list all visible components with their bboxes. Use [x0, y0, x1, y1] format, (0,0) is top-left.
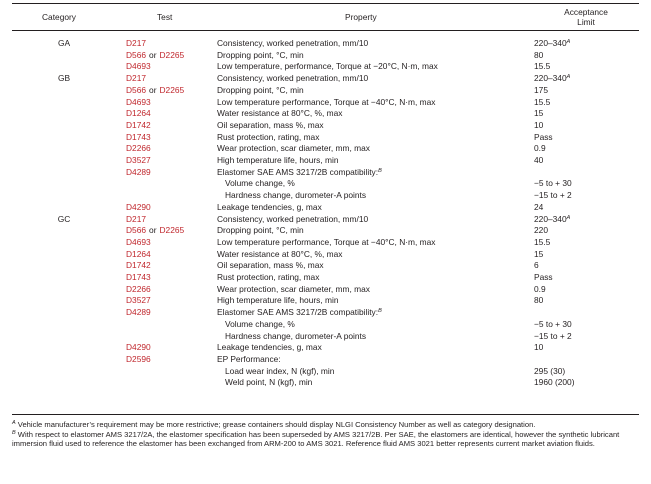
acceptance-limit-cell: [534, 132, 553, 143]
property-text: Oil separation, mass %, max: [217, 119, 324, 130]
test-cell: [126, 249, 151, 260]
table-row: [0, 143, 651, 154]
table-row: [0, 73, 651, 84]
limit-value: 220–340: [534, 73, 567, 84]
test-cell: [126, 120, 151, 131]
acceptance-limit-cell: [534, 38, 570, 49]
acceptance-limit-cell: [534, 284, 546, 295]
footnotes: [12, 420, 632, 449]
property-text: Low temperature performance, Torque at −40°C, N·m, max: [217, 96, 436, 107]
test-cell: [126, 225, 184, 236]
table-row: [0, 108, 651, 119]
acceptance-limit-cell: [534, 260, 539, 271]
acceptance-limit-cell: [534, 366, 565, 377]
header-bottom-rule: [12, 30, 639, 31]
property-text: Consistency, worked penetration, mm/10: [217, 38, 369, 48]
limit-value: 1960 (200): [534, 377, 575, 388]
table-row: [0, 61, 651, 72]
table-row: [0, 50, 651, 61]
category-cell: GA: [57, 38, 71, 48]
property-cell: [217, 249, 342, 260]
property-text: Dropping point, °C, min: [217, 84, 304, 95]
test-cell: [126, 237, 151, 248]
test-method-code: D2265: [159, 84, 185, 95]
test-method-code: D3527: [126, 155, 151, 165]
limit-value: −15 to + 2: [534, 330, 572, 341]
property-cell: [217, 155, 339, 166]
property-text: Wear protection, scar diameter, mm, max: [217, 283, 370, 294]
limit-value: 80: [534, 49, 544, 60]
acceptance-limit-cell: [534, 73, 570, 84]
table-row: [0, 319, 651, 330]
test-or-text: or: [149, 225, 157, 236]
acceptance-limit-cell: [534, 225, 548, 236]
limit-value: 15: [534, 108, 544, 119]
test-method-code: D4290: [126, 342, 151, 353]
property-text: Low temperature performance, Torque at −40°C, N·m, max: [217, 236, 436, 247]
property-text: Weld point, N (kgf), min: [225, 377, 313, 388]
property-cell: [217, 225, 304, 236]
test-cell: [126, 50, 184, 61]
limit-value: −5 to + 30: [534, 178, 572, 189]
table-row: [0, 85, 651, 96]
test-method-code: D1743: [126, 272, 151, 282]
property-cell: [217, 61, 438, 72]
property-text: Rust protection, rating, max: [217, 131, 320, 142]
test-cell: [126, 85, 184, 96]
test-cell: [126, 295, 151, 306]
property-cell: [217, 342, 322, 353]
test-method-code: D566: [126, 84, 147, 95]
test-method-code: D4289: [126, 166, 151, 177]
property-cell: [217, 307, 382, 318]
property-text: Consistency, worked penetration, mm/10: [217, 213, 369, 224]
footnote-b-text: With respect to elastomer AMS 3217/2A, the elastomer specification has been superseded by AMS 3217/2B. Per SAE, the elastomers are identical, however the synthetic lubricant immersion fluid used to reference the elastomer has been exchanged from ARM-200 to AMS 3021. Reference fluid AMS 3021 better represents current market aviation fluids.: [12, 429, 620, 449]
test-cell: [126, 307, 151, 318]
property-text: Elastomer SAE AMS 3217/2B compatibility:: [217, 307, 379, 318]
test-cell: [126, 167, 151, 178]
property-text: High temperature life, hours, min: [217, 295, 339, 306]
acceptance-limit-cell: [534, 377, 575, 388]
footnote-ref: A: [566, 214, 571, 221]
property-cell: [217, 85, 304, 96]
test-method-code: D2265: [159, 49, 185, 60]
acceptance-limit-cell: [534, 120, 543, 131]
acceptance-limit-cell: [534, 319, 572, 330]
footnote-ref: B: [378, 308, 382, 315]
acceptance-limit-cell: [534, 342, 543, 353]
property-text: Consistency, worked penetration, mm/10: [217, 73, 369, 84]
header-property: Property: [345, 12, 377, 22]
header-limit: [546, 7, 626, 27]
property-text: Rust protection, rating, max: [217, 272, 320, 282]
limit-value: 6: [534, 260, 539, 271]
test-cell: [126, 132, 151, 143]
property-cell: [217, 272, 319, 283]
property-text: Leakage tendencies, g, max: [217, 201, 322, 212]
test-method-code: D566: [126, 225, 147, 236]
limit-value: 175: [534, 84, 548, 95]
property-cell: [217, 97, 435, 108]
test-cell: [126, 272, 151, 283]
test-method-code: D3527: [126, 295, 151, 306]
property-cell: [217, 132, 319, 143]
table-row: [0, 366, 651, 377]
test-method-code: D1742: [126, 260, 151, 271]
test-cell: [126, 108, 151, 119]
table-row: [0, 155, 651, 166]
property-cell: [225, 178, 295, 189]
property-cell: [217, 202, 322, 213]
test-method-code: D4289: [126, 307, 151, 318]
header-category: Category: [42, 12, 76, 22]
test-cell: [126, 73, 146, 84]
acceptance-limit-cell: [534, 214, 570, 225]
footnote-b: [12, 430, 632, 449]
test-cell: [126, 97, 151, 108]
acceptance-limit-cell: [534, 108, 543, 119]
test-method-code: D4693: [126, 236, 151, 247]
table-top-rule: [12, 3, 639, 4]
acceptance-limit-cell: [534, 272, 553, 283]
footnote-ref: A: [566, 39, 571, 45]
footnote-a-mark: A: [12, 420, 16, 426]
limit-value: Pass: [534, 272, 553, 282]
table-row: [0, 120, 651, 131]
footnote-ref: A: [566, 74, 571, 81]
table-row: [0, 249, 651, 260]
limit-value: 220–340: [534, 213, 567, 224]
table-row: [0, 190, 651, 201]
property-cell: [217, 108, 342, 119]
table-row: [0, 307, 651, 318]
acceptance-limit-cell: [534, 50, 543, 61]
test-cell: [126, 284, 151, 295]
table-row: [0, 225, 651, 236]
acceptance-limit-cell: [534, 178, 572, 189]
test-cell: [126, 143, 151, 154]
property-text: Elastomer SAE AMS 3217/2B compatibility:: [217, 166, 379, 177]
property-text: Wear protection, scar diameter, mm, max: [217, 143, 370, 154]
property-cell: [217, 38, 368, 49]
acceptance-limit-cell: [534, 97, 550, 108]
property-cell: [225, 366, 334, 377]
property-cell: [217, 73, 368, 84]
test-method-code: D4693: [126, 61, 151, 72]
limit-value: 0.9: [534, 283, 546, 294]
test-or-text: or: [149, 84, 157, 95]
limit-value: 24: [534, 201, 544, 212]
table-row: [0, 272, 651, 283]
limit-value: 15: [534, 248, 544, 259]
property-cell: [217, 214, 368, 225]
acceptance-limit-cell: [534, 237, 550, 248]
acceptance-limit-cell: [534, 190, 572, 201]
table-row: [0, 260, 651, 271]
footnote-a-text: Vehicle manufacturer’s requirement may be more restrictive; grease containers should display NLGI Consistency Number as well as category designation.: [17, 420, 536, 429]
table-row: [0, 237, 651, 248]
property-cell: [217, 354, 281, 365]
table-row: [0, 214, 651, 225]
test-cell: [126, 260, 151, 271]
property-cell: [217, 295, 339, 306]
footnote-ref: B: [378, 167, 382, 174]
acceptance-limit-cell: [534, 85, 548, 96]
table-row: [0, 284, 651, 295]
test-method-code: D217: [126, 213, 147, 224]
acceptance-limit-cell: [534, 249, 543, 260]
property-cell: [217, 120, 324, 131]
limit-value: Pass: [534, 131, 553, 142]
table-row: [0, 38, 651, 49]
acceptance-limit-cell: [534, 143, 546, 154]
test-or-text: or: [149, 49, 157, 60]
limit-value: −15 to + 2: [534, 190, 572, 201]
property-text: Low temperature, performance, Torque at −20°C, N·m, max: [217, 61, 438, 72]
property-cell: [217, 260, 324, 271]
header-limit-line2: Limit: [577, 17, 595, 27]
test-cell: [126, 214, 146, 225]
acceptance-limit-cell: [534, 61, 550, 72]
property-text: Volume change, %: [225, 178, 295, 189]
property-text: Volume change, %: [225, 318, 295, 329]
property-cell: [225, 319, 295, 330]
acceptance-limit-cell: [534, 155, 543, 166]
property-text: Water resistance at 80°C, %, max: [217, 108, 343, 119]
property-text: High temperature life, hours, min: [217, 155, 339, 165]
limit-value: 10: [534, 119, 544, 130]
test-cell: [126, 202, 151, 213]
acceptance-limit-cell: [534, 295, 543, 306]
property-cell: [217, 284, 370, 295]
limit-value: 10: [534, 342, 544, 353]
table-row: [0, 377, 651, 388]
table-row: [0, 342, 651, 353]
limit-value: 15.5: [534, 96, 551, 107]
test-method-code: D1742: [126, 119, 151, 130]
test-method-code: D2265: [159, 225, 185, 236]
test-cell: [126, 61, 151, 72]
limit-value: 0.9: [534, 143, 546, 154]
test-cell: [126, 342, 151, 353]
test-cell: [126, 38, 146, 49]
header-test: Test: [157, 12, 173, 22]
property-cell: [225, 331, 366, 342]
property-text: Hardness change, durometer-A points: [225, 190, 367, 201]
table-row: [0, 354, 651, 365]
test-cell: [126, 155, 151, 166]
property-cell: [225, 377, 312, 388]
property-text: Dropping point, °C, min: [217, 225, 304, 236]
property-text: Water resistance at 80°C, %, max: [217, 248, 343, 259]
category-cell: GB: [57, 73, 71, 84]
table-row: [0, 331, 651, 342]
property-text: Dropping point, °C, min: [217, 49, 304, 60]
table-row: [0, 178, 651, 189]
property-cell: [217, 50, 304, 61]
limit-value: 220–340: [534, 38, 567, 48]
property-cell: [217, 167, 382, 178]
table-bottom-rule: [12, 414, 639, 415]
property-text: Leakage tendencies, g, max: [217, 342, 322, 353]
limit-value: −5 to + 30: [534, 318, 572, 329]
acceptance-limit-cell: [534, 202, 543, 213]
category-cell: GC: [57, 213, 71, 224]
property-text: Oil separation, mass %, max: [217, 260, 324, 271]
footnote-a: [12, 420, 632, 430]
property-cell: [217, 143, 370, 154]
test-method-code: D4693: [126, 96, 151, 107]
header-limit-line1: Acceptance: [564, 7, 608, 17]
property-text: Hardness change, durometer-A points: [225, 330, 367, 341]
test-cell: [126, 354, 151, 365]
limit-value: 40: [534, 155, 544, 165]
test-method-code: D217: [126, 73, 147, 84]
test-method-code: D4290: [126, 201, 151, 212]
limit-value: 15.5: [534, 61, 551, 72]
table-row: [0, 97, 651, 108]
footnote-b-mark: B: [12, 429, 16, 436]
test-method-code: D2596: [126, 353, 151, 364]
test-method-code: D1264: [126, 108, 151, 119]
limit-value: 80: [534, 295, 544, 306]
property-cell: [225, 190, 366, 201]
limit-value: 15.5: [534, 236, 551, 247]
table-row: [0, 202, 651, 213]
table-row: [0, 295, 651, 306]
limit-value: 295 (30): [534, 365, 566, 376]
test-method-code: D1264: [126, 248, 151, 259]
test-method-code: D1743: [126, 131, 151, 142]
property-text: EP Performance:: [217, 353, 281, 364]
test-method-code: D2266: [126, 283, 151, 294]
test-method-code: D217: [126, 38, 147, 48]
limit-value: 220: [534, 225, 548, 236]
property-text: Load wear index, N (kgf), min: [225, 365, 335, 376]
table-row: [0, 167, 651, 178]
acceptance-limit-cell: [534, 331, 572, 342]
property-cell: [217, 237, 435, 248]
test-method-code: D2266: [126, 143, 151, 154]
test-method-code: D566: [126, 49, 147, 60]
table-row: [0, 132, 651, 143]
